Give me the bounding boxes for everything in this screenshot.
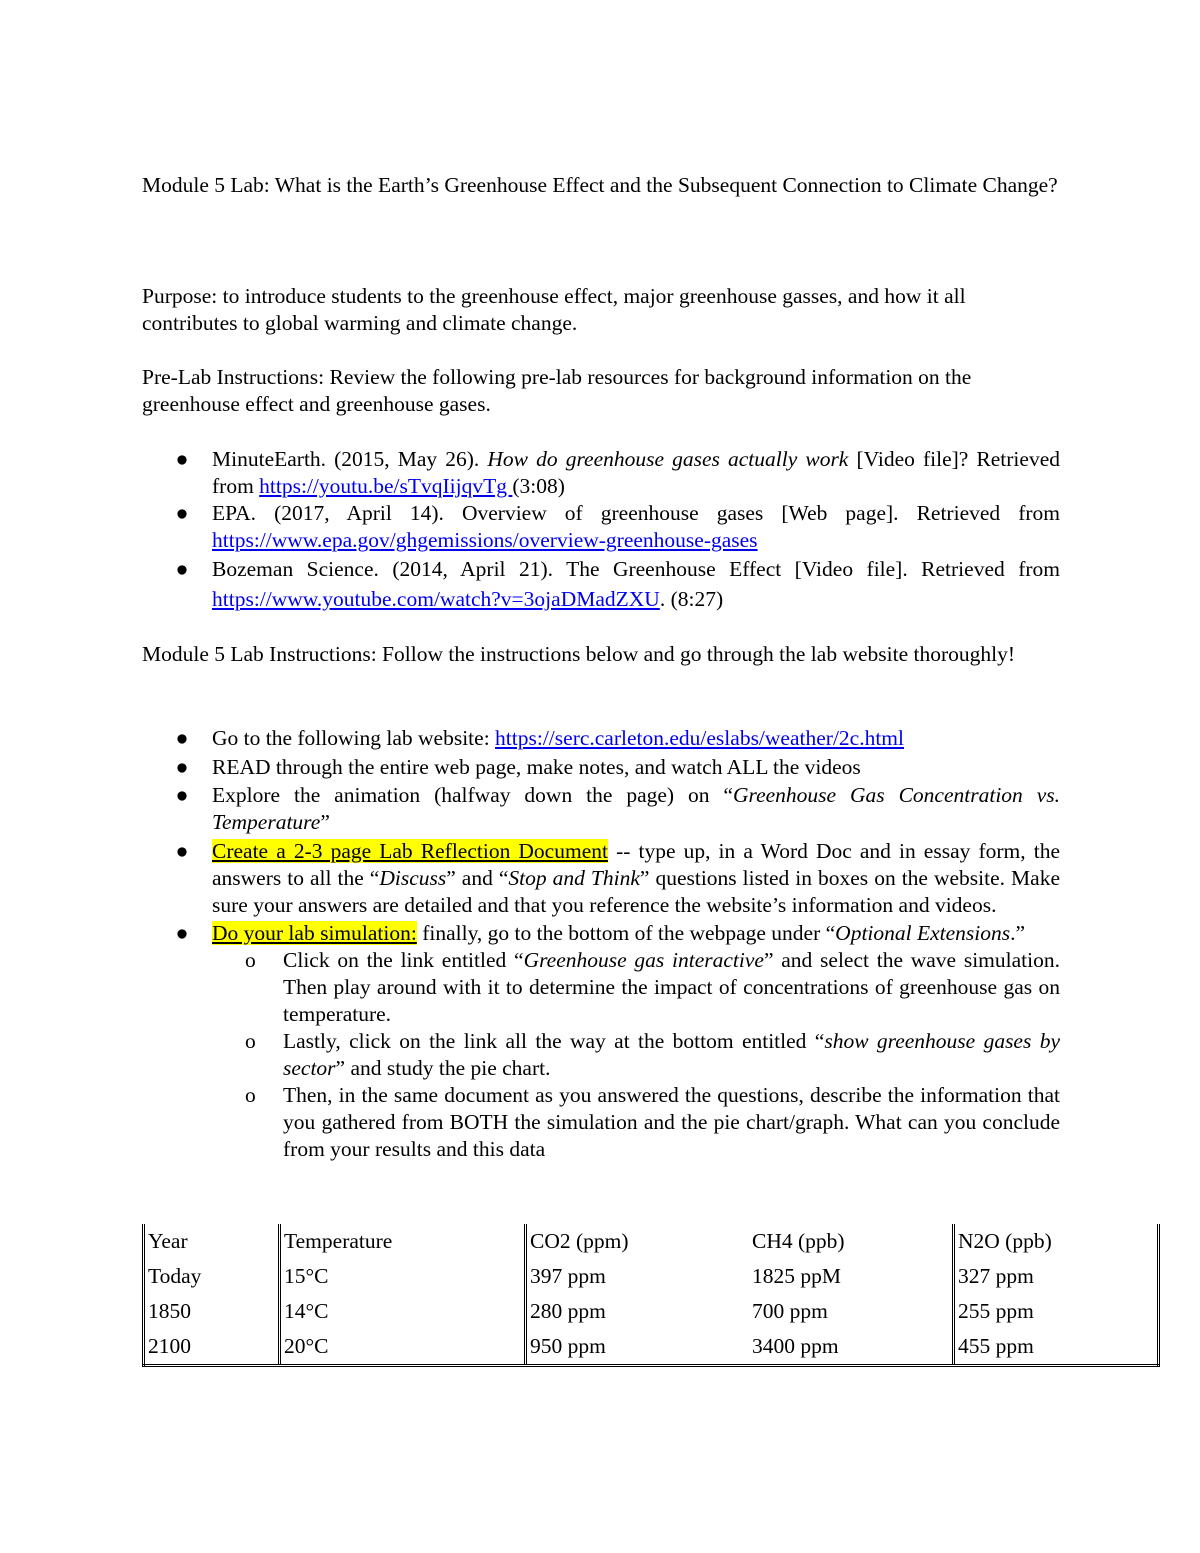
table-header-cell: N2O (ppb) — [954, 1224, 1159, 1259]
table-header-cell: Year — [144, 1224, 280, 1259]
table-cell: 255 ppm — [954, 1294, 1159, 1329]
table-cell: 455 ppm — [954, 1329, 1159, 1366]
simulation-sub-list — [212, 947, 1060, 1163]
circle-bullet-icon: o — [245, 1083, 256, 1107]
table-header-cell: Temperature — [280, 1224, 526, 1259]
table-cell: 327 ppm — [954, 1259, 1159, 1294]
bullet-icon: ● — [175, 557, 189, 581]
table-header-row — [144, 1224, 1159, 1259]
lab-simulation-highlight: Do your lab simulation: — [212, 921, 417, 945]
purpose-paragraph: Purpose: to introduce students to the greenhouse effect, major greenhouse gasses, and how it all contributes to global warming and climate change. — [142, 284, 966, 335]
module-instructions-intro: Module 5 Lab Instructions: Follow the instructions below and go through the lab website thoroughly! — [142, 642, 1016, 666]
epa-link[interactable]: https://www.epa.gov/ghgemissions/overview-greenhouse-gases — [212, 528, 758, 552]
bozeman-link[interactable]: https://www.youtube.com/watch?v=3ojaDMadZXU — [212, 587, 660, 611]
bullet-icon: ● — [175, 755, 189, 779]
bullet-icon: ● — [175, 447, 189, 471]
list-item: o Lastly, click on the link all the way at the bottom entitled “show greenhouse gases by sector” and study the pie chart. — [245, 1029, 1060, 1080]
list-item: o Then, in the same document as you answered the questions, describe the information that you gathered from BOTH the simulation and the pie chart/graph. What can you conclude from your results and this data — [245, 1083, 1060, 1161]
table-cell: 20°C — [280, 1329, 526, 1366]
bullet-icon: ● — [175, 783, 189, 807]
module-instructions-list — [142, 725, 1060, 1163]
reflection-document-highlight: Create a 2-3 page Lab Reflection Document — [212, 839, 608, 863]
page-title: Module 5 Lab: What is the Earth’s Greenhouse Effect and the Subsequent Connection to Climate Change? — [142, 173, 1058, 197]
table-cell: 1850 — [144, 1294, 280, 1329]
table-header-cell: CO2 (ppm) — [526, 1224, 753, 1259]
bullet-icon: ● — [175, 839, 189, 863]
list-item: ● Go to the following lab website: https://serc.carleton.edu/eslabs/weather/2c.html — [175, 726, 905, 750]
list-item: ● Create a 2-3 page Lab Reflection Document -- type up, in a Word Doc and in essay form, the answers to all the “Discuss” and “Stop and Think” questions listed in boxes on the website. Make sure your answers are detailed and that you reference the website’s information and videos. — [175, 839, 1060, 917]
gas-concentration-table — [142, 1224, 1160, 1367]
table-cell: 700 ppm — [752, 1299, 828, 1323]
table-cell: 1825 ppM — [752, 1264, 841, 1288]
circle-bullet-icon: o — [245, 948, 256, 972]
table-cell: 397 ppm — [526, 1259, 753, 1294]
table-cell: 950 ppm — [526, 1329, 753, 1366]
table-cell: 280 ppm — [526, 1294, 753, 1329]
circle-bullet-icon: o — [245, 1029, 256, 1053]
table-row — [144, 1259, 1159, 1294]
prelab-resource-list — [142, 446, 1060, 614]
prelab-intro: Pre-Lab Instructions: Review the following pre-lab resources for background information on the greenhouse effect and greenhouse gases. — [142, 365, 972, 416]
bullet-icon: ● — [175, 921, 189, 945]
table-cell: 15°C — [280, 1259, 526, 1294]
list-item: o Click on the link entitled “Greenhouse gas interactive” and select the wave simulation. Then play around with it to determine the impact of concentrations of greenhouse gas on temperature. — [245, 948, 1060, 1026]
table-cell: 14°C — [280, 1294, 526, 1329]
table-row — [144, 1329, 1159, 1366]
minuteearth-link[interactable]: https://youtu.be/sTvqIijqvTg — [259, 474, 513, 498]
list-item: ● Explore the animation (halfway down the page) on “Greenhouse Gas Concentration vs. Temperature” — [175, 783, 1061, 834]
bullet-icon: ● — [175, 726, 189, 750]
bullet-icon: ● — [175, 501, 189, 525]
table-cell: 2100 — [144, 1329, 280, 1366]
table-cell: Today — [144, 1259, 280, 1294]
table-header-cell: CH4 (ppb) — [752, 1229, 845, 1253]
table-cell: 3400 ppm — [752, 1329, 954, 1366]
table-row — [144, 1294, 1159, 1329]
lab-website-link[interactable]: https://serc.carleton.edu/eslabs/weather/2c.html — [495, 726, 905, 750]
list-item: ● MinuteEarth. (2015, May 26). How do greenhouse gases actually work [Video file]? Retrieved from https://youtu.be/sTvqIijqvTg (3:08) — [175, 447, 1060, 498]
list-item: ● EPA. (2017, April 14). Overview of greenhouse gases [Web page]. Retrieved from https://www.epa.gov/ghgemissions/overview-greenhouse-gases — [175, 501, 1060, 552]
list-item: ● READ through the entire web page, make notes, and watch ALL the videos — [175, 755, 861, 779]
list-item: ● Do your lab simulation: finally, go to the bottom of the webpage under “Optional Extensions.” o Click on the link entitled “Greenhouse gas interactive” and select the wave simulation. Then play around with it to determine the impact of concentrations of greenhouse gas on temperature. o Lastly, click on the link all the way at the bottom entitled “show greenhouse gases by sector” and study the pie chart. o Then, in the same document as you answered the questions, describe the information that you gathered from BOTH the simulation and the pie chart/graph. What can you conclude from your results and this data — [175, 921, 1060, 1161]
list-item: ● Bozeman Science. (2014, April 21). The Greenhouse Effect [Video file]. Retrieved from https://www.youtube.com/watch?v=3ojaDMadZXU. (8:27) — [142, 554, 1060, 614]
